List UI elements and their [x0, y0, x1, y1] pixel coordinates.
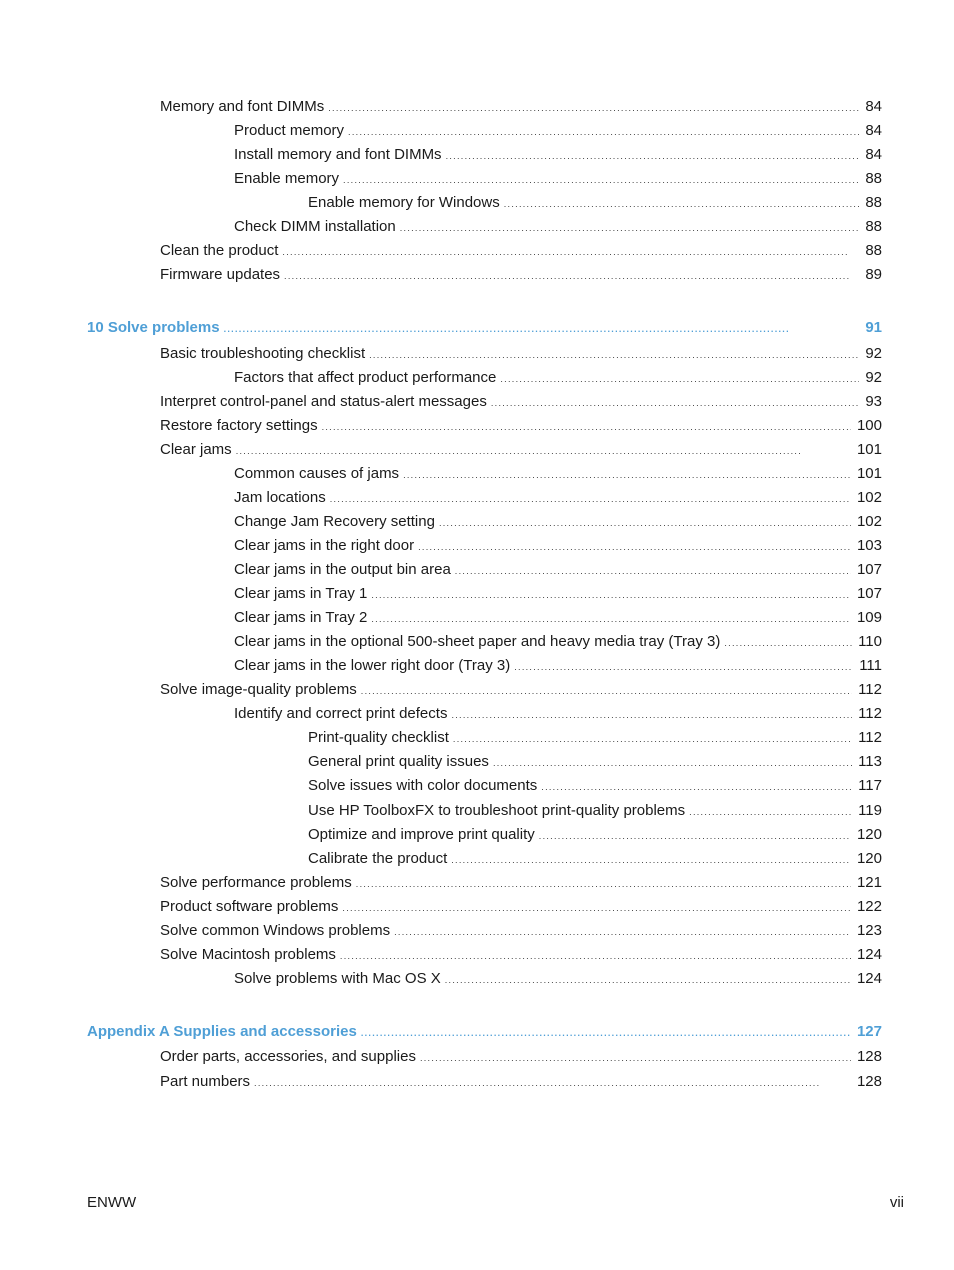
toc-entry-title: 10 Solve problems	[87, 319, 220, 336]
dot-leader	[455, 559, 851, 581]
footer-left: ENWW	[87, 1194, 137, 1211]
toc-entry-page-number: 124	[856, 946, 882, 963]
dot-leader	[724, 631, 852, 653]
toc-entry-page-number: 92	[865, 345, 882, 362]
toc-entry[interactable]	[234, 703, 882, 725]
dot-leader	[224, 317, 860, 339]
toc-entry[interactable]	[234, 631, 882, 653]
toc-entry-page-number: 84	[865, 98, 882, 115]
dot-leader	[361, 1021, 851, 1043]
toc-entry[interactable]	[160, 439, 882, 461]
toc-entry[interactable]	[234, 559, 882, 581]
toc-entry-title: Solve issues with color documents	[308, 777, 538, 794]
toc-entry-title: Clear jams in the right door	[234, 537, 415, 554]
dot-leader	[445, 968, 851, 990]
toc-entry[interactable]	[160, 1046, 882, 1068]
dot-leader	[284, 264, 859, 286]
dot-leader	[371, 583, 851, 605]
toc-entry-page-number: 100	[856, 417, 882, 434]
toc-entry-title: Clear jams in the output bin area	[234, 561, 451, 578]
footer-page-number: vii	[889, 1194, 904, 1211]
toc-entry-title: Solve Macintosh problems	[160, 946, 336, 963]
toc-entry-page-number: 92	[865, 369, 882, 386]
toc-entry-title: Use HP ToolboxFX to troubleshoot print-quality problems	[308, 802, 686, 819]
toc-entry[interactable]	[234, 583, 882, 605]
dot-leader	[371, 607, 851, 629]
toc-entry[interactable]	[160, 240, 882, 262]
toc-entry-title: Restore factory settings	[160, 417, 318, 434]
dot-leader	[439, 511, 851, 533]
toc-entry[interactable]	[160, 415, 882, 437]
toc-entry[interactable]	[308, 727, 882, 749]
toc-entry-title: Part numbers	[160, 1073, 251, 1090]
toc-entry-page-number: 124	[856, 970, 882, 987]
toc-entry-title: Optimize and improve print quality	[308, 826, 535, 843]
dot-leader	[493, 751, 852, 773]
toc-entry[interactable]	[160, 679, 882, 701]
toc-entry-page-number: 84	[865, 146, 882, 163]
toc-entry-page-number: 120	[856, 826, 882, 843]
toc-entry-page-number: 93	[865, 393, 882, 410]
toc-entry-title: Product software problems	[160, 898, 339, 915]
toc-entry-title: Firmware updates	[160, 266, 281, 283]
toc-entry[interactable]	[160, 96, 882, 118]
dot-leader	[504, 192, 860, 214]
toc-entry[interactable]	[234, 511, 882, 533]
toc-entry[interactable]	[234, 168, 882, 190]
toc-entry-page-number: 111	[859, 657, 882, 674]
toc-entry-title: Identify and correct print defects	[234, 705, 448, 722]
toc-entry[interactable]	[160, 391, 882, 413]
dot-leader	[420, 1046, 851, 1068]
toc-entry-page-number: 101	[856, 441, 882, 458]
dot-leader	[236, 439, 851, 461]
toc-chapter-entry[interactable]	[87, 317, 882, 339]
dot-leader	[400, 216, 860, 238]
dot-leader	[541, 775, 852, 797]
toc-entry-title: Common causes of jams	[234, 465, 400, 482]
toc-entry-page-number: 103	[856, 537, 882, 554]
toc-entry-title: Print-quality checklist	[308, 729, 449, 746]
toc-entry-title: Enable memory	[234, 170, 340, 187]
toc-entry-title: Order parts, accessories, and supplies	[160, 1048, 416, 1065]
toc-entry-page-number: 128	[856, 1048, 882, 1065]
toc-entry[interactable]	[234, 607, 882, 629]
toc-entry-page-number: 128	[856, 1073, 882, 1090]
toc-entry-page-number: 112	[858, 681, 882, 698]
toc-entry[interactable]	[308, 192, 882, 214]
dot-leader	[342, 896, 851, 918]
toc-entry-page-number: 101	[856, 465, 882, 482]
toc-entry-page-number: 107	[856, 585, 882, 602]
dot-leader	[369, 343, 859, 365]
toc-entry-page-number: 88	[865, 194, 882, 211]
dot-leader	[328, 96, 859, 118]
toc-entry-page-number: 127	[856, 1023, 882, 1040]
toc-entry-title: Clear jams in Tray 1	[234, 585, 368, 602]
toc-entry-page-number: 109	[856, 609, 882, 626]
toc-entry[interactable]	[234, 463, 882, 485]
toc-entry[interactable]	[160, 343, 882, 365]
toc-entry-title: Solve problems with Mac OS X	[234, 970, 441, 987]
toc-entry[interactable]	[160, 872, 882, 894]
toc-entry-title: Clear jams in the optional 500-sheet paper and heavy media tray (Tray 3)	[234, 633, 721, 650]
dot-leader	[254, 1071, 851, 1093]
toc-entry-page-number: 120	[856, 850, 882, 867]
toc-entry[interactable]	[308, 751, 882, 773]
dot-leader	[356, 872, 851, 894]
toc-entry-title: Solve common Windows problems	[160, 922, 391, 939]
toc-entry-page-number: 88	[865, 170, 882, 187]
toc-entry-page-number: 88	[865, 218, 882, 235]
dot-leader	[343, 168, 859, 190]
toc-entry-title: Solve performance problems	[160, 874, 352, 891]
toc-entry[interactable]	[160, 920, 882, 942]
dot-leader	[418, 535, 851, 557]
toc-entry-title: Clear jams in the lower right door (Tray 3)	[234, 657, 511, 674]
toc-entry-page-number: 112	[858, 705, 882, 722]
toc-entry[interactable]	[308, 824, 882, 846]
dot-leader	[330, 487, 851, 509]
toc-entry-page-number: 122	[856, 898, 882, 915]
dot-leader	[539, 824, 851, 846]
dot-leader	[451, 848, 851, 870]
toc-entry-page-number: 117	[858, 777, 882, 794]
toc-entry-page-number: 107	[856, 561, 882, 578]
dot-leader	[348, 120, 859, 142]
toc-entry-title: Install memory and font DIMMs	[234, 146, 442, 163]
dot-leader	[446, 144, 860, 166]
toc-entry[interactable]	[234, 144, 882, 166]
toc-entry-title: Product memory	[234, 122, 345, 139]
toc-entry-title: General print quality issues	[308, 753, 489, 770]
toc-entry-page-number: 88	[865, 242, 882, 259]
toc-entry-title: Solve image-quality problems	[160, 681, 357, 698]
toc-entry[interactable]	[234, 535, 882, 557]
toc-entry-page-number: 102	[856, 513, 882, 530]
toc-chapter-entry[interactable]	[87, 1021, 882, 1043]
toc-entry-title: Interpret control-panel and status-alert messages	[160, 393, 487, 410]
toc-entry[interactable]	[234, 655, 882, 677]
toc-entry-page-number: 84	[865, 122, 882, 139]
dot-leader	[491, 391, 859, 413]
toc-entry-page-number: 113	[858, 753, 882, 770]
toc-entry-title: Clean the product	[160, 242, 279, 259]
toc-entry[interactable]	[160, 896, 882, 918]
toc-entry-page-number: 121	[856, 874, 882, 891]
toc-entry-page-number: 89	[865, 266, 882, 283]
toc-entry[interactable]	[308, 848, 882, 870]
toc-entry[interactable]	[234, 216, 882, 238]
toc-entry[interactable]	[234, 120, 882, 142]
toc-entry-title: Clear jams	[160, 441, 232, 458]
toc-entry-page-number: 112	[858, 729, 882, 746]
toc-entry[interactable]	[234, 367, 882, 389]
toc-entry[interactable]	[160, 1071, 882, 1093]
toc-entry-page-number: 102	[856, 489, 882, 506]
dot-leader	[394, 920, 851, 942]
toc-entry-title: Memory and font DIMMs	[160, 98, 325, 115]
dot-leader	[282, 240, 859, 262]
toc-entry-title: Enable memory for Windows	[308, 194, 500, 211]
dot-leader	[451, 703, 852, 725]
toc-entry-title: Change Jam Recovery setting	[234, 513, 435, 530]
toc-entry[interactable]	[234, 487, 882, 509]
dot-leader	[403, 463, 851, 485]
toc-entry-page-number: 110	[858, 633, 882, 650]
toc-entry-page-number: 123	[856, 922, 882, 939]
toc-entry-title: Factors that affect product performance	[234, 369, 497, 386]
dot-leader	[340, 944, 851, 966]
toc-entry[interactable]	[308, 775, 882, 797]
toc-entry[interactable]	[160, 264, 882, 286]
dot-leader	[322, 415, 851, 437]
dot-leader	[689, 800, 852, 822]
toc-entry-title: Clear jams in Tray 2	[234, 609, 368, 626]
dot-leader	[500, 367, 859, 389]
toc-entry-title: Jam locations	[234, 489, 326, 506]
dot-leader	[361, 679, 852, 701]
toc-entry-page-number: 119	[858, 802, 882, 819]
dot-leader	[453, 727, 852, 749]
toc-entry-title: Check DIMM installation	[234, 218, 396, 235]
toc-entry-title: Appendix A Supplies and accessories	[87, 1023, 357, 1040]
dot-leader	[514, 655, 853, 677]
toc-entry-page-number: 91	[865, 319, 882, 336]
toc-entry[interactable]	[234, 968, 882, 990]
toc-entry-title: Calibrate the product	[308, 850, 448, 867]
toc-entry-title: Basic troubleshooting checklist	[160, 345, 366, 362]
toc-entry[interactable]	[308, 800, 882, 822]
toc-entry[interactable]	[160, 944, 882, 966]
